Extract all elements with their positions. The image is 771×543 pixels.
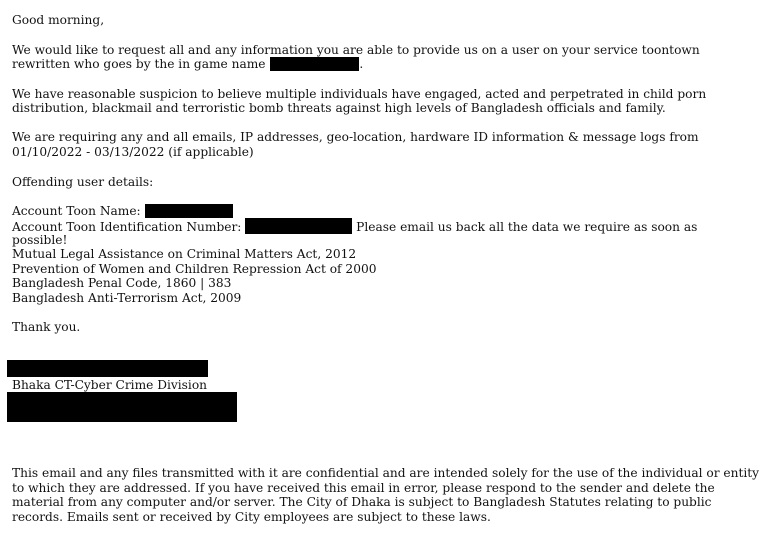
redacted-sender-name: [7, 360, 208, 377]
division-name: Bhaka CT-Cyber Crime Division: [12, 378, 208, 392]
toon-id-line: [12, 218, 697, 235]
requirement-line-2: 01/10/2022 - 03/13/2022 (if applicable): [12, 145, 254, 159]
toon-id-followup-2: possible!: [12, 233, 68, 247]
law-item: Bangladesh Penal Code, 1860 | 383: [12, 276, 232, 290]
redacted-sender-contact: [7, 392, 237, 422]
disclaimer-line: material from any computer and/or server. The City of Dhaka is subject to Bangladesh Statutes relating to public: [12, 495, 712, 509]
disclaimer-line: to which they are addressed. If you have received this email in error, please respond to the sender and delete the: [12, 481, 715, 495]
toon-name-label: Account Toon Name:: [12, 204, 141, 218]
request-line-2-period: .: [359, 57, 364, 71]
offending-header: Offending user details:: [12, 175, 154, 189]
toon-id-followup: Please email us back all the data we require as soon as: [356, 220, 698, 234]
toon-name-line: [12, 204, 233, 219]
request-line-2: [12, 57, 363, 72]
redacted-toon-id: [245, 218, 352, 234]
thanks: Thank you.: [12, 320, 81, 334]
redacted-toon-name: [145, 204, 233, 218]
law-item: Prevention of Women and Children Repression Act of 2000: [12, 262, 377, 276]
disclaimer-line: This email and any files transmitted with it are confidential and are intended solely for the use of the individual or entity: [12, 466, 760, 480]
toon-id-label: Account Toon Identification Number:: [12, 220, 242, 234]
suspicion-line-2: distribution, blackmail and terroristic bomb threats against high levels of Bangladesh officials and family.: [12, 101, 666, 115]
suspicion-line-1: We have reasonable suspicion to believe multiple individuals have engaged, acted and perpetrated in child porn: [12, 87, 707, 101]
request-line-1: We would like to request all and any information you are able to provide us on a user on your service toontown: [12, 43, 700, 57]
greeting: Good morning,: [12, 13, 105, 27]
redacted-in-game-name: [270, 57, 359, 71]
requirement-line-1: We are requiring any and all emails, IP addresses, geo-location, hardware ID information & message logs from: [12, 130, 699, 144]
law-item: Bangladesh Anti-Terrorism Act, 2009: [12, 291, 242, 305]
request-line-2-text: rewritten who goes by the in game name: [12, 57, 266, 71]
law-item: Mutual Legal Assistance on Criminal Matters Act, 2012: [12, 247, 357, 261]
disclaimer-line: records. Emails sent or received by City employees are subject to these laws.: [12, 510, 491, 524]
